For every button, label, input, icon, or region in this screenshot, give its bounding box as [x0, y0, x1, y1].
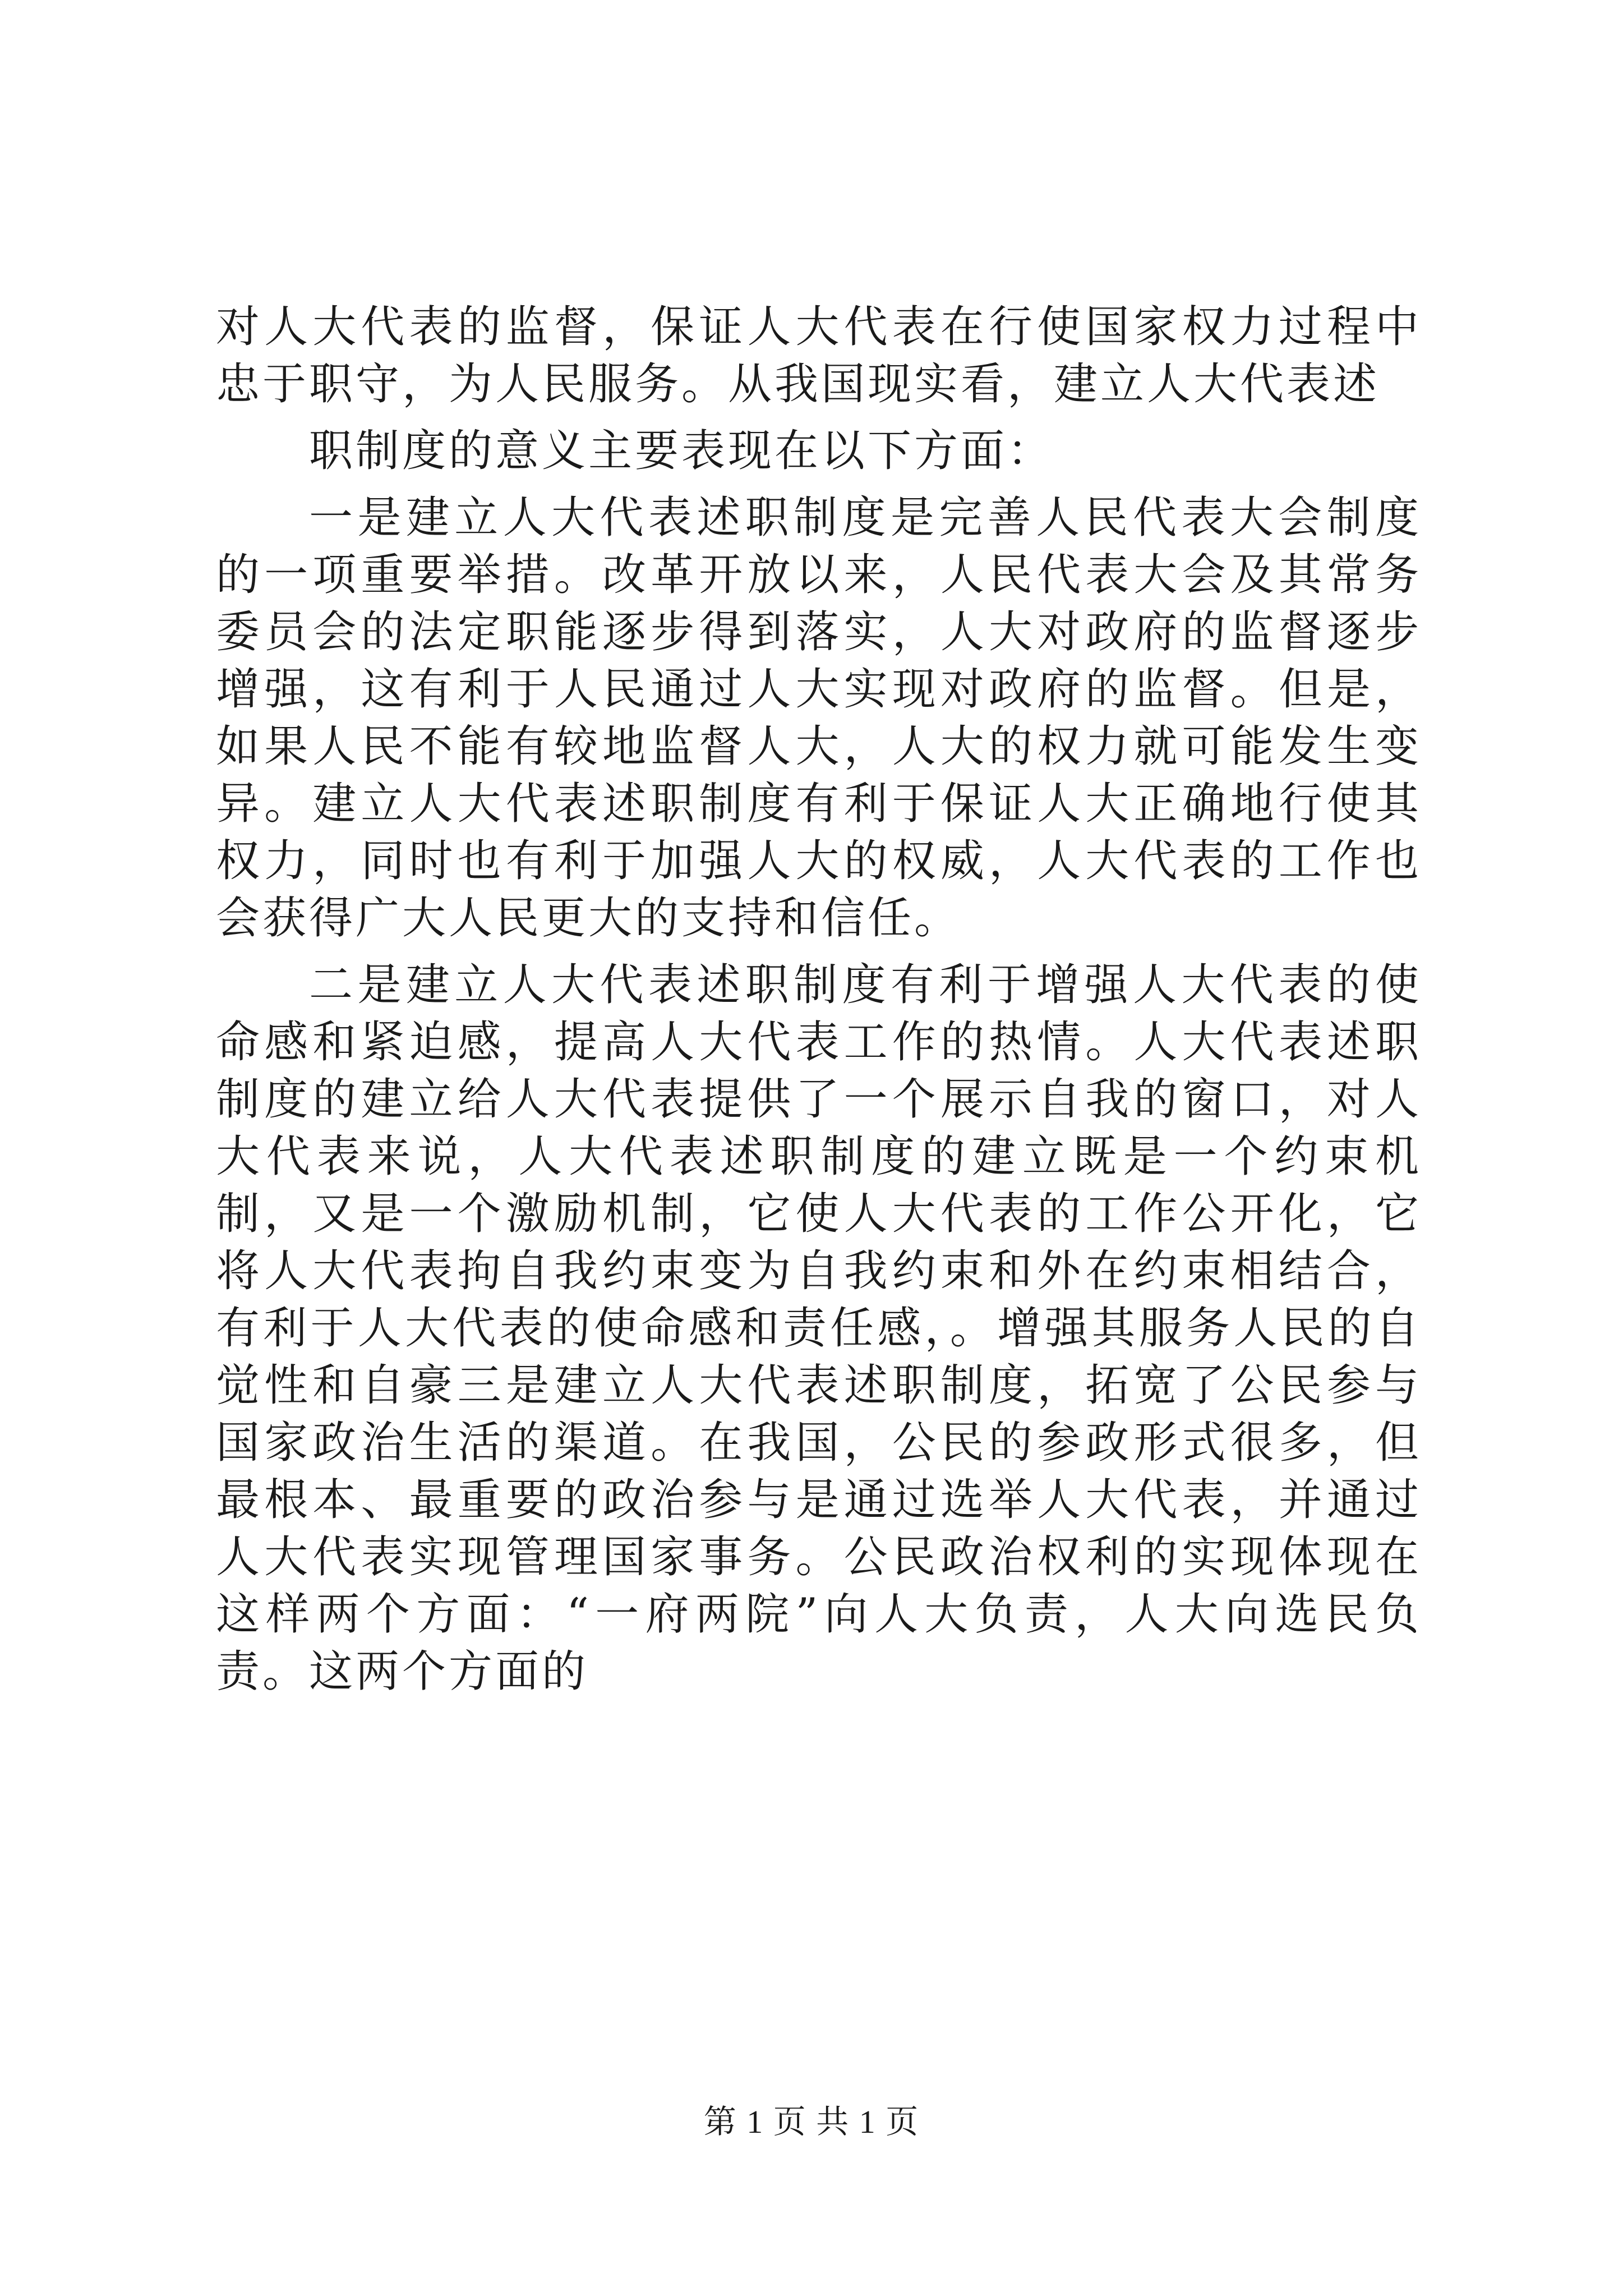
document-body: [216, 298, 1422, 1710]
paragraph-4: 二是建立人大代表述职制度有利于增强人大代表的使命感和紧迫感，提高人大代表工作的热情。人大代表述职制度的建立给人大代表提供了一个展示自我的窗口，对人大代表来说，人大代表述职制度的建立既是一个约束机制，又是一个激励机制，它使人大代表的工作公开化，它将人大代表拘自我约束变为自我约束和外在约束相结合，有利于人大代表的使命感和责任感，。增强其服务人民的自觉性和自豪三是建立人大代表述职制度，拓宽了公民参与国家政治生活的渠道。在我国，公民的参政形式很多，但最根本、最重要的政治参与是通过选举人大代表，并通过人大代表实现管理国家事务。公民政治权利的实现体现在这样两个方面：“一府两院”向人大负责，人大向选民负责。这两个方面的: [216, 960, 1422, 1697]
paragraph-2: 职制度的意义主要表现在以下方面：: [309, 426, 1054, 476]
paragraph-3: 一是建立人大代表述职制度是完善人民代表大会制度的一项重要举措。改革开放以来，人民代表大会及其常务委员会的法定职能逐步得到落实，人大对政府的监督逐步增强，这有利于人民通过人大实现对政府的监督。但是，如果人民不能有较地监督人大，人大的权力就可能发生变异。建立人大代表述职制度有利于保证人大正确地行使其权力，同时也有利于加强人大的权威，人大代表的工作也会获得广大人民更大的支持和信任。: [216, 493, 1422, 944]
page-footer: 第 1 页 共 1 页: [703, 2104, 920, 2140]
paragraph-1: 对人大代表的监督，保证人大代表在行使国家权力过程中忠于职守，为人民服务。从我国现实看，建立人大代表述: [216, 302, 1422, 409]
